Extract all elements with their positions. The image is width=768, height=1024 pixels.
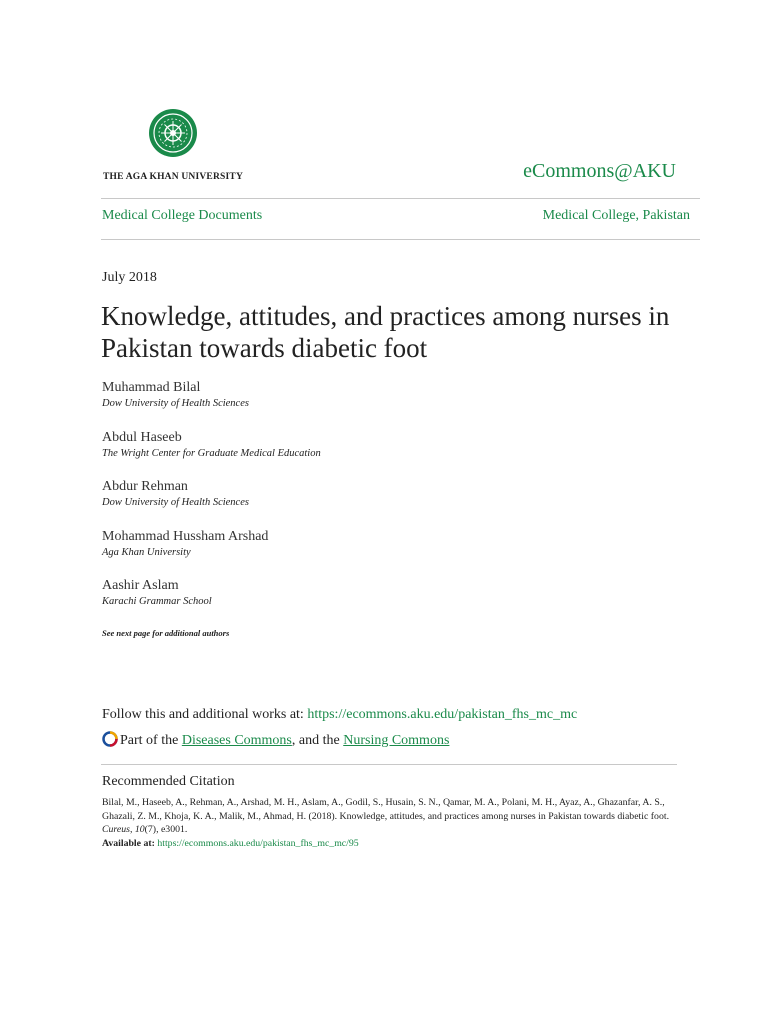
department-link[interactable]: Medical College, Pakistan	[542, 208, 690, 223]
author-entry	[102, 378, 662, 428]
university-name: THE AGA KHAN UNIVERSITY	[103, 172, 244, 182]
part-of-middle: , and the	[291, 733, 344, 748]
author-name: Muhammad Bilal	[102, 380, 201, 395]
part-of-prefix: Part of the	[120, 733, 182, 748]
follow-line	[102, 707, 577, 723]
author-entry	[102, 477, 662, 527]
citation-url-link[interactable]: https://ecommons.aku.edu/pakistan_fhs_mc_mc/95	[157, 837, 359, 849]
ecommons-brand-link[interactable]: eCommons@AKU	[523, 160, 676, 182]
document-title: Knowledge, attitudes, and practices among nurses in Pakistan towards diabetic foot	[101, 301, 670, 363]
author-affiliation: Karachi Grammar School	[102, 596, 212, 608]
see-next-page-note: See next page for additional authors	[102, 628, 230, 638]
commons-network-icon	[102, 731, 118, 752]
citation-issue: (7), e3001.	[144, 824, 188, 835]
collection-url-link[interactable]: https://ecommons.aku.edu/pakistan_fhs_mc_mc	[307, 707, 578, 722]
author-entry	[102, 527, 662, 577]
author-name: Aashir Aslam	[102, 578, 179, 594]
citation-divider	[101, 764, 677, 765]
citation-heading: Recommended Citation	[102, 774, 235, 789]
author-entry	[102, 576, 662, 626]
author-name: Abdur Rehman	[102, 479, 188, 495]
aku-seal-icon	[148, 108, 198, 166]
nursing-commons-link[interactable]: Nursing Commons	[343, 733, 450, 748]
available-at-label: Available at:	[102, 837, 158, 849]
diseases-commons-link[interactable]: Diseases Commons	[181, 733, 292, 748]
author-name: Abdul Haseeb	[102, 429, 182, 445]
author-affiliation: Dow University of Health Sciences	[102, 398, 249, 409]
aku-logo	[103, 108, 243, 184]
publication-date: July 2018	[102, 270, 157, 285]
collection-link[interactable]: Medical College Documents	[102, 208, 263, 223]
author-affiliation: Aga Khan University	[102, 546, 191, 558]
collection-nav	[101, 198, 700, 240]
author-affiliation: The Wright Center for Graduate Medical Education	[102, 447, 321, 459]
citation-body: Bilal, M., Haseeb, A., Rehman, A., Arshad, M. H., Aslam, A., Godil, S., Husain, S. N., Qamar, M. A., Polani, M. H., Ayaz, A., Ghazanfar, A. S., Ghazali, Z. M., Khoja, K. A., Malik, M., Ahmad, H. (2018). Knowledge, attitudes, and practices among nurses in Pakistan towards diabetic foot.	[102, 797, 670, 822]
part-of-line	[102, 731, 449, 752]
citation-text	[102, 796, 674, 850]
author-entry	[102, 428, 662, 478]
author-affiliation: Dow University of Health Sciences	[102, 497, 249, 509]
author-list	[102, 378, 662, 626]
author-name: Mohammad Hussham Arshad	[102, 528, 269, 544]
citation-journal: Cureus, 10	[102, 824, 145, 835]
follow-prefix: Follow this and additional works at:	[102, 707, 308, 722]
